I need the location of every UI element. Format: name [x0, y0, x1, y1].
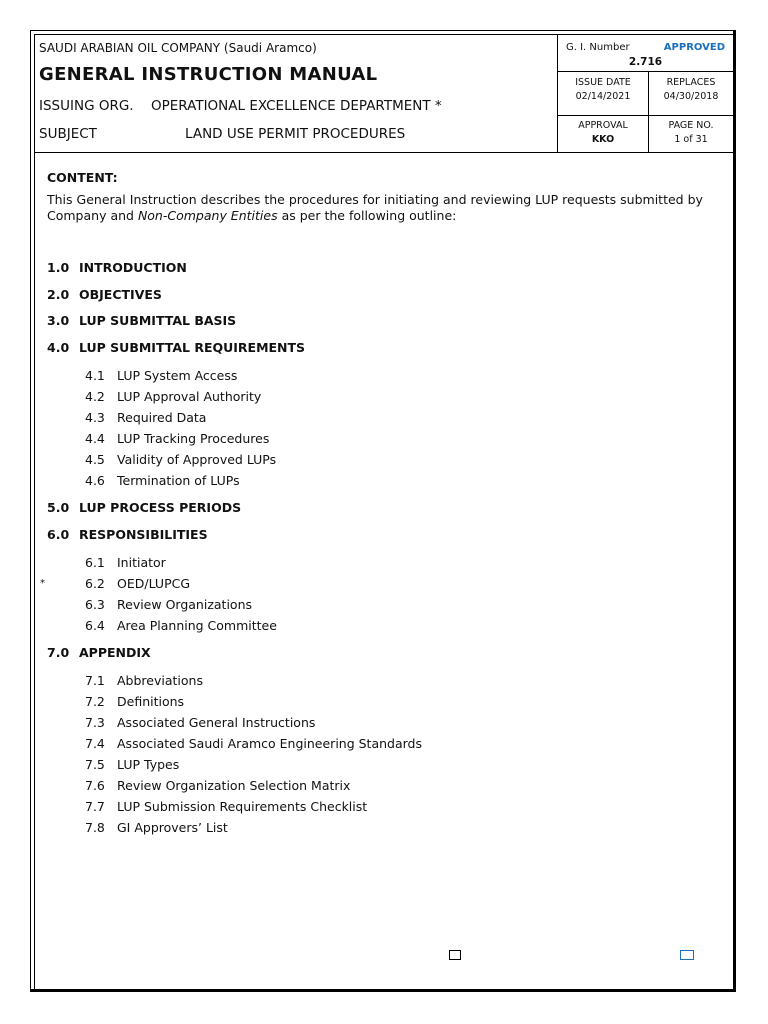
item-number: 6.3 [85, 597, 105, 612]
page-number-cell [649, 119, 733, 147]
item-title: LUP Tracking Procedures [117, 431, 270, 446]
item-number: 4.3 [85, 410, 105, 425]
item-number: 6.2 [85, 576, 105, 591]
list-item [85, 597, 252, 612]
issuing-org-row [39, 98, 442, 114]
section-heading [47, 527, 208, 542]
section-number: 1.0 [47, 260, 70, 275]
item-number: 4.1 [85, 368, 105, 383]
intro-paragraph [47, 192, 727, 224]
approval-label: APPROVAL [578, 120, 628, 131]
section-number: 5.0 [47, 500, 70, 515]
item-number: 7.3 [85, 715, 105, 730]
approval-status: APPROVED [663, 42, 725, 53]
item-title: Area Planning Committee [117, 618, 277, 633]
approval-cell [558, 119, 648, 147]
item-title: LUP Approval Authority [117, 389, 262, 404]
section-heading [47, 645, 151, 660]
section-heading [47, 313, 236, 328]
issue-date-value: 02/14/2021 [575, 91, 631, 102]
replaces-value: 04/30/2018 [663, 91, 719, 102]
item-title: LUP Submission Requirements Checklist [117, 799, 368, 814]
gi-number-label: G. I. Number [566, 42, 630, 53]
list-item [85, 389, 261, 404]
item-number: 7.8 [85, 820, 105, 835]
issue-date-cell [558, 76, 648, 104]
item-title: OED/LUPCG [117, 576, 191, 591]
list-item [85, 555, 166, 570]
page-number-label: PAGE NO. [668, 120, 714, 131]
item-number: 6.1 [85, 555, 105, 570]
header-left-block [35, 35, 558, 152]
item-title: Associated Saudi Aramco Engineering Standards [117, 736, 422, 751]
item-title: LUP Types [117, 757, 180, 772]
intro-italic-text: Non-Company Entities [137, 208, 278, 223]
change-marker: * [40, 578, 45, 589]
item-number: 4.6 [85, 473, 105, 488]
list-item [85, 576, 190, 591]
section-title: LUP SUBMITTAL REQUIREMENTS [79, 340, 306, 355]
list-item [85, 431, 269, 446]
section-title: INTRODUCTION [79, 260, 187, 275]
replaces-label: REPLACES [666, 77, 716, 88]
section-number: 4.0 [47, 340, 70, 355]
section-heading [47, 500, 241, 515]
issuing-org-value: OPERATIONAL EXCELLENCE DEPARTMENT * [151, 98, 442, 114]
section-heading [47, 340, 305, 355]
item-title: LUP System Access [117, 368, 238, 383]
approval-value: KKO [591, 134, 615, 145]
item-number: 7.6 [85, 778, 105, 793]
header-right-block [558, 35, 733, 152]
subject-value: LAND USE PERMIT PROCEDURES [185, 126, 406, 142]
gi-number: 2.716 [628, 56, 663, 68]
list-item [85, 757, 179, 772]
document-page [30, 30, 736, 992]
divider [558, 115, 733, 116]
item-title: Associated General Instructions [117, 715, 316, 730]
subject-label: SUBJECT [39, 126, 97, 142]
intro-text: This General Instruction describes the procedures for initiating and reviewing LUP requests submitted by Company and [47, 192, 703, 223]
item-title: Review Organization Selection Matrix [117, 778, 351, 793]
document-header [35, 35, 733, 153]
list-item [85, 368, 237, 383]
list-item [85, 736, 422, 751]
item-number: 4.5 [85, 452, 105, 467]
company-name: SAUDI ARABIAN OIL COMPANY (Saudi Aramco) [39, 41, 317, 55]
issue-date-label: ISSUE DATE [575, 77, 631, 88]
list-item [85, 410, 206, 425]
list-item [85, 473, 240, 488]
list-item [85, 820, 228, 835]
section-title: LUP SUBMITTAL BASIS [79, 313, 237, 328]
section-heading [47, 287, 162, 302]
item-number: 4.2 [85, 389, 105, 404]
item-number: 7.4 [85, 736, 105, 751]
section-number: 2.0 [47, 287, 70, 302]
item-title: Abbreviations [117, 673, 203, 688]
divider [558, 71, 733, 72]
checkbox-icon[interactable] [680, 950, 694, 960]
item-title: Definitions [117, 694, 185, 709]
list-item [85, 715, 315, 730]
item-number: 4.4 [85, 431, 105, 446]
item-title: Validity of Approved LUPs [117, 452, 277, 467]
section-title: LUP PROCESS PERIODS [79, 500, 242, 515]
section-title: OBJECTIVES [79, 287, 162, 302]
item-title: Required Data [117, 410, 207, 425]
list-item [85, 618, 277, 633]
section-number: 3.0 [47, 313, 70, 328]
list-item [85, 452, 276, 467]
item-title: Termination of LUPs [117, 473, 240, 488]
item-number: 7.1 [85, 673, 105, 688]
item-title: Initiator [117, 555, 166, 570]
section-title: RESPONSIBILITIES [79, 527, 208, 542]
list-item [85, 778, 350, 793]
subject-row [39, 126, 405, 142]
checkbox-icon[interactable] [449, 950, 461, 960]
section-title: APPENDIX [79, 645, 151, 660]
section-number: 7.0 [47, 645, 70, 660]
issuing-org-label: ISSUING ORG. [39, 98, 134, 114]
section-number: 6.0 [47, 527, 70, 542]
page-number-value: 1 of 31 [674, 134, 708, 145]
manual-title: GENERAL INSTRUCTION MANUAL [39, 64, 378, 85]
intro-text-end: as per the following outline: [277, 208, 457, 223]
item-number: 6.4 [85, 618, 105, 633]
list-item [85, 799, 367, 814]
replaces-cell [649, 76, 733, 104]
list-item [85, 694, 184, 709]
page-inner-border [34, 34, 733, 989]
section-heading [47, 260, 187, 275]
item-title: Review Organizations [117, 597, 252, 612]
list-item [85, 673, 203, 688]
content-heading: CONTENT: [47, 170, 118, 185]
item-number: 7.7 [85, 799, 105, 814]
item-title: GI Approvers’ List [117, 820, 228, 835]
item-number: 7.5 [85, 757, 105, 772]
item-number: 7.2 [85, 694, 105, 709]
